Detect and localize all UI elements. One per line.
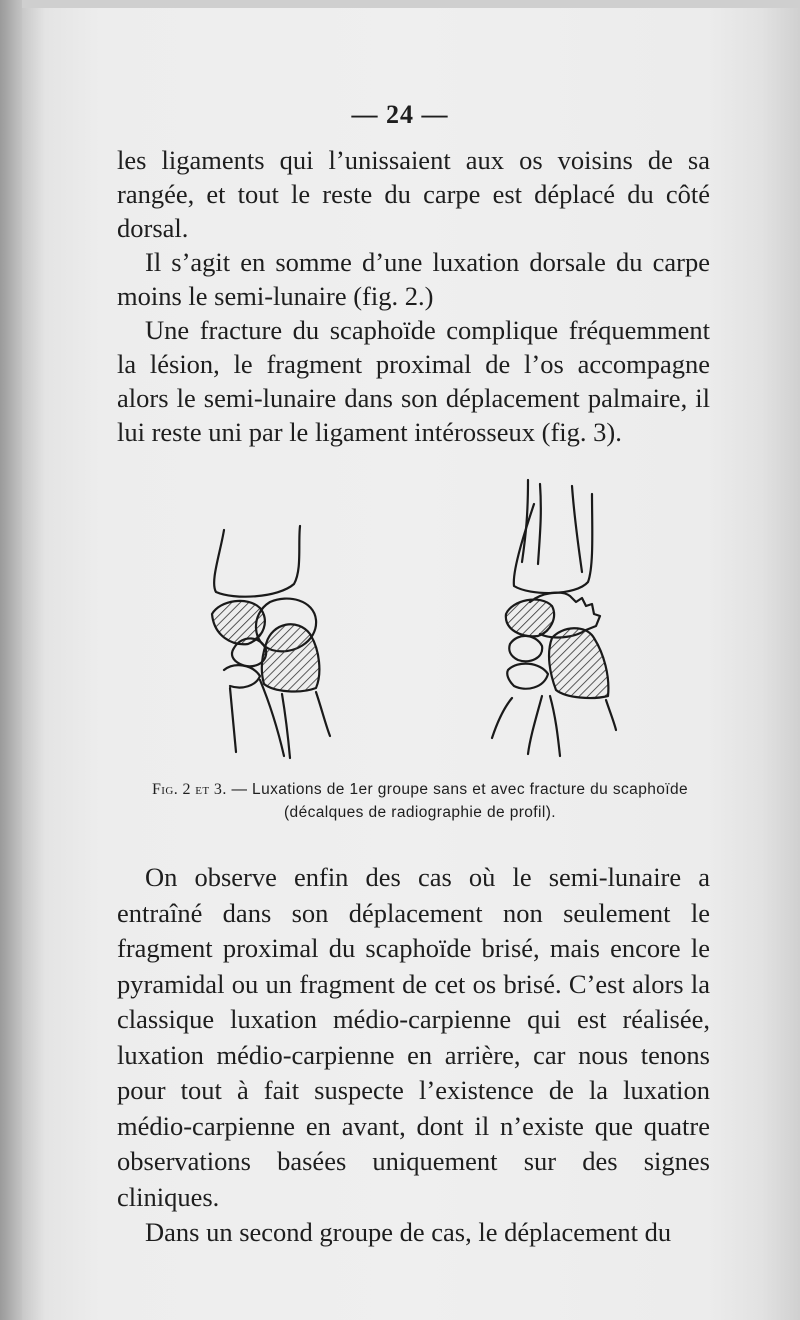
page-gutter-shadow [0, 0, 22, 1320]
figure-caption-text: — Luxations de 1er groupe sans et avec fracture du scaphoïde (décalques de radiographie de profil). [231, 781, 688, 821]
fig3-radius-shaft-left [522, 480, 528, 562]
fig3-capitate [549, 628, 608, 698]
page-number: — 24 — [351, 100, 449, 129]
figure-3-drawing [492, 480, 616, 756]
fig2-radius [214, 526, 300, 597]
bottom-text-block [117, 860, 710, 1251]
fig3-small-bone-2 [507, 664, 548, 689]
paragraph-second-group: Dans un second groupe de cas, le déplacement du [145, 1217, 672, 1247]
fig2-metacarpal-4 [316, 692, 330, 736]
fig3-metacarpal-3 [550, 696, 560, 756]
fig3-small-bone-1 [509, 636, 542, 661]
fig3-scaphoid-fragment [506, 600, 554, 637]
fig3-metacarpal-1 [492, 698, 512, 738]
figure-caption [150, 778, 690, 824]
figure-2-drawing [212, 526, 330, 758]
fig2-lower-carpal [224, 665, 260, 687]
figure-caption-label: Fig. 2 et 3. [151, 781, 227, 798]
fig2-capitate [262, 624, 320, 691]
paragraph-medio-carpal-luxation: On observe enfin des cas où le semi-lunaire a entraîné dans son déplacement non seulement le fragment proximal du scaphoïde brisé, mais encore le pyramidal ou un fragment de cet os brisé. C’est alors la classique luxation médio-carpienne qui est réalisée, luxation médio-carpienne en arrière, car nous tenons pour tout à fait suspecte l’existence de la luxation médio-carpienne en avant, dont il n’existe que quatre observations basées uniquement sur des signes cliniques. [117, 862, 710, 1212]
paragraph-continuation: les ligaments qui l’unissaient aux os voisins de sa rangée, et tout le reste du carpe est déplacé du côté dorsal. [117, 145, 710, 243]
fig3-metacarpal-2 [528, 696, 542, 754]
fig3-radius-shaft-right [538, 484, 541, 564]
fig3-ulna [572, 486, 582, 572]
fig2-metacarpal-1 [230, 688, 236, 752]
top-text-block [117, 143, 710, 449]
wrist-radiograph-figures [190, 474, 630, 764]
paragraph-scaphoid-fracture: Une fracture du scaphoïde complique fréquemment la lésion, le fragment proximal de l’os accompagne alors le semi-lunaire dans son déplacement palmaire, il lui reste uni par le ligament intérosseux (fig. 3). [117, 315, 710, 447]
fig3-radius-head [514, 494, 593, 593]
paragraph-dorsal-luxation: Il s’agit en somme d’une luxation dorsale du carpe moins le semi-lunaire (fig. 2.) [117, 247, 710, 311]
fig3-metacarpal-4 [606, 700, 616, 730]
